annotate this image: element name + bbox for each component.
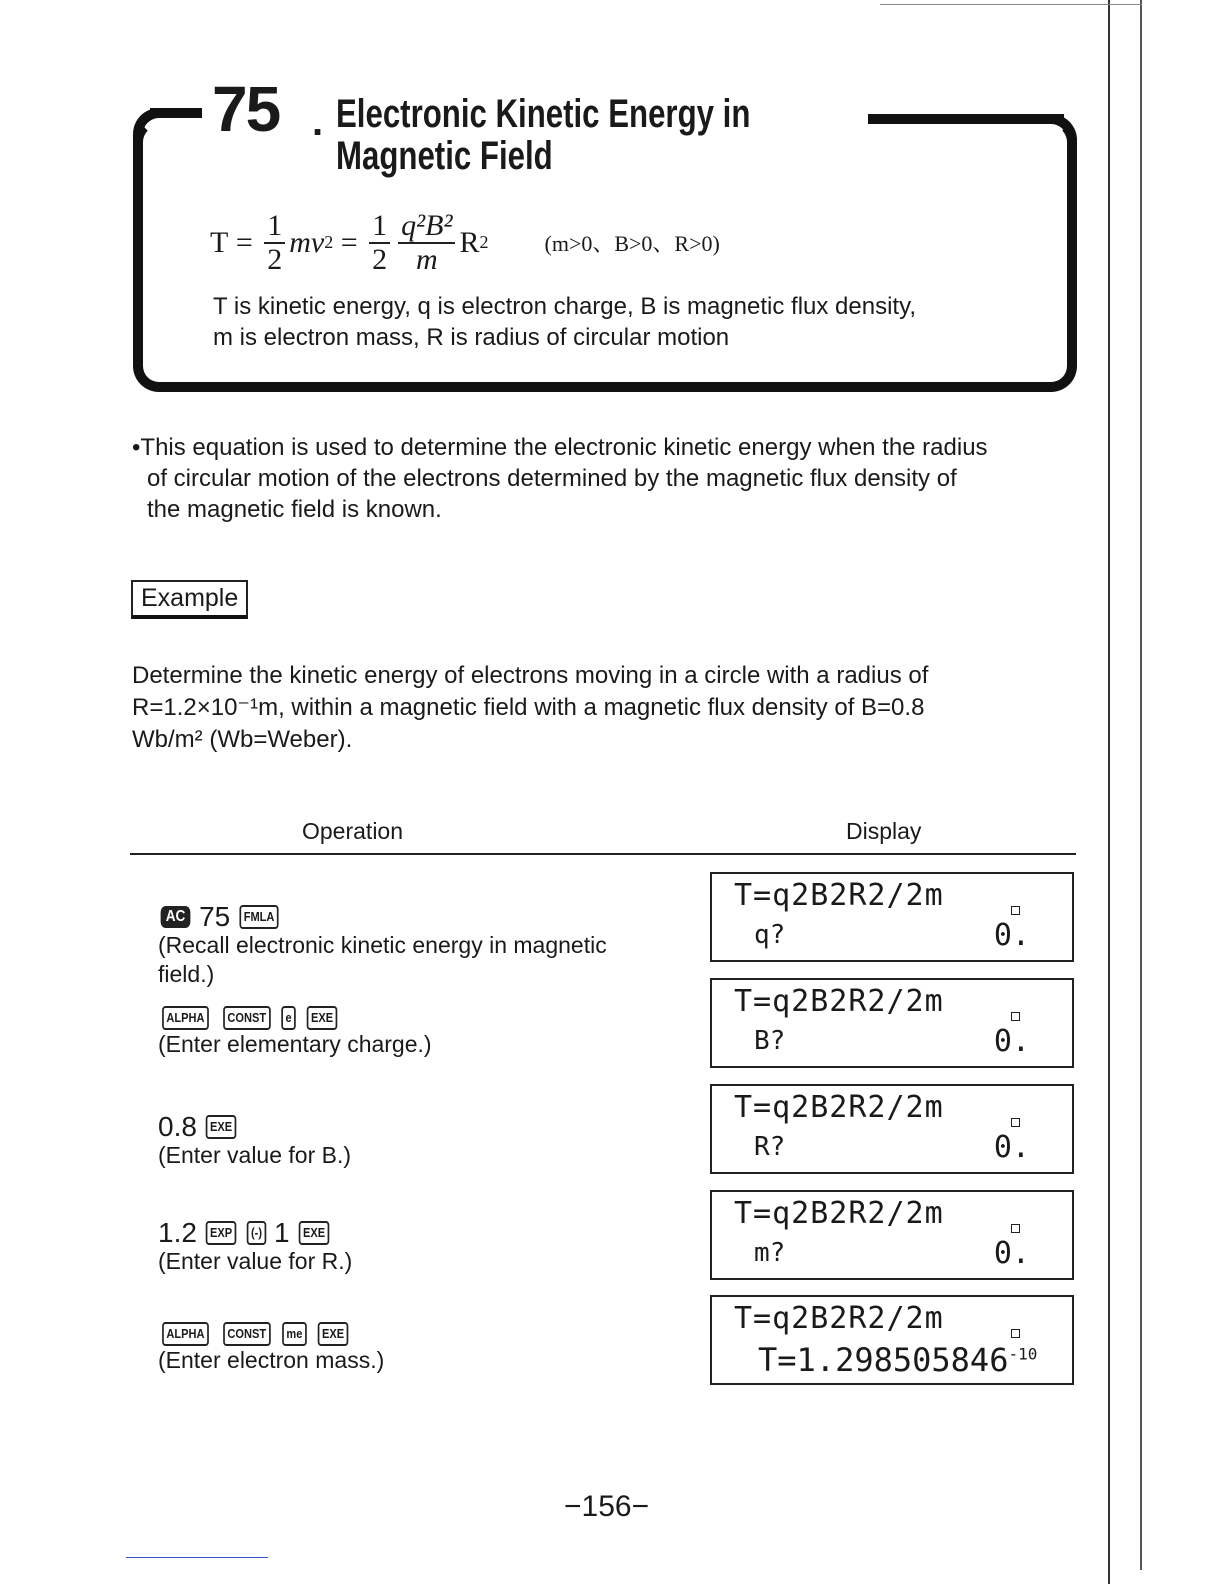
negative-key: (-) xyxy=(247,1221,267,1245)
operation-step-5 xyxy=(158,1322,678,1375)
exp-key: EXP xyxy=(206,1221,237,1245)
display-indicator-icon xyxy=(1011,1118,1020,1127)
calculator-display-5 xyxy=(710,1295,1074,1385)
formula-term-mv: mv xyxy=(289,225,325,259)
exe-key: EXE xyxy=(298,1221,329,1245)
intro-line2: of circular motion of the electrons determined by the magnetic flux density of xyxy=(147,465,957,492)
const-key: CONST xyxy=(223,1006,270,1030)
formula-conditions: (m>0、B>0、R>0) xyxy=(544,231,720,256)
problem-line3: Wb/m² (Wb=Weber). xyxy=(132,726,353,753)
formula-fraction-half: $\frac{1}{2}$ xyxy=(264,210,285,275)
calculator-display-1 xyxy=(710,872,1074,962)
formula-lhs: T xyxy=(210,225,229,259)
e-key: e xyxy=(282,1006,297,1030)
operation-step-4 xyxy=(158,1218,678,1276)
bottom-underline xyxy=(126,1557,268,1558)
step-note-cont: field.) xyxy=(158,961,215,987)
key-sequence xyxy=(158,1112,678,1141)
display-result-exponent: -10 xyxy=(1008,1344,1038,1364)
display-result xyxy=(758,1341,1037,1379)
step-note: (Enter elementary charge.) xyxy=(158,1031,432,1057)
display-formula: T=q2B2R2/2m xyxy=(734,878,944,913)
operation-heading: Operation xyxy=(302,818,404,844)
display-formula: T=q2B2R2/2m xyxy=(734,984,944,1019)
display-prompt: m? xyxy=(754,1238,786,1268)
operation-step-3 xyxy=(158,1112,678,1170)
top-edge-line xyxy=(880,4,1142,5)
formula-fraction-half-2: $\frac{1}{2}$ xyxy=(369,210,390,275)
section-number-dot: . xyxy=(312,100,324,144)
display-indicator-icon xyxy=(1011,1224,1020,1233)
formula: T = $\frac{1}{2}$ mv 2 = $\frac{1}{2}$ $\frac{\text{q²B²}}{m}$ R 2 (m>0、B>0、R>0) xyxy=(210,209,720,276)
step-note: (Enter value for R.) xyxy=(158,1248,353,1274)
section-title-line2: Magnetic Field xyxy=(336,134,553,178)
display-value: 0. xyxy=(993,1024,1030,1059)
definition-line2: m is electron mass, R is radius of circular motion xyxy=(213,324,730,351)
ac-key: AC xyxy=(161,906,191,928)
exe-key: EXE xyxy=(206,1115,237,1139)
title-frame-top-right xyxy=(868,114,1064,124)
step-note: (Enter electron mass.) xyxy=(158,1347,385,1373)
binding-edge-line xyxy=(1108,0,1110,1584)
display-value: 0. xyxy=(993,918,1030,953)
display-prompt: q? xyxy=(754,920,786,950)
display-formula: T=q2B2R2/2m xyxy=(734,1196,944,1231)
display-value: 0. xyxy=(993,1236,1030,1271)
key-sequence xyxy=(158,902,678,931)
display-result-value: 1.298505846 xyxy=(796,1341,1009,1379)
heading-rule xyxy=(130,853,1076,855)
display-result-label: T= xyxy=(758,1341,797,1379)
intro-line3: the magnetic field is known. xyxy=(147,496,442,523)
alpha-key: ALPHA xyxy=(162,1322,209,1346)
section-number: 75 xyxy=(212,73,280,145)
section-title-line1: Electronic Kinetic Energy in xyxy=(336,92,751,136)
intro-line1: •This equation is used to determine the electronic kinetic energy when the radius xyxy=(132,434,988,461)
step-note: (Recall electronic kinetic energy in magnetic xyxy=(158,932,607,958)
key-sequence xyxy=(158,1218,678,1247)
operation-step-1 xyxy=(158,902,678,989)
fmla-key: FMLA xyxy=(240,905,279,929)
problem-line1: Determine the kinetic energy of electrons moving in a circle with a radius of xyxy=(132,662,929,689)
page-number: −156− xyxy=(564,1490,650,1523)
display-value: 0. xyxy=(993,1130,1030,1165)
key-sequence xyxy=(158,1322,678,1346)
key-sequence xyxy=(158,1006,678,1030)
display-formula: T=q2B2R2/2m xyxy=(734,1090,944,1125)
problem-line2: R=1.2×10⁻¹m, within a magnetic field with a magnetic flux density of B=0.8 xyxy=(132,694,925,721)
digits: 75 xyxy=(199,901,231,932)
display-indicator-icon xyxy=(1011,1012,1020,1021)
exe-key: EXE xyxy=(306,1006,337,1030)
display-indicator-icon xyxy=(1011,906,1020,915)
digits: 1 xyxy=(273,1217,290,1248)
display-heading: Display xyxy=(846,818,922,844)
calculator-display-2 xyxy=(710,978,1074,1068)
display-formula: T=q2B2R2/2m xyxy=(734,1301,944,1336)
digits: 1.2 xyxy=(158,1217,197,1248)
digits: 0.8 xyxy=(158,1111,197,1142)
display-prompt: R? xyxy=(754,1132,786,1162)
me-key: me xyxy=(282,1322,306,1346)
const-key: CONST xyxy=(223,1322,270,1346)
title-frame-top-left xyxy=(150,108,202,118)
step-note: (Enter value for B.) xyxy=(158,1142,352,1168)
example-label: Example xyxy=(131,580,248,619)
exe-key: EXE xyxy=(318,1322,349,1346)
page-edge-line xyxy=(1140,0,1142,1570)
display-indicator-icon xyxy=(1011,1329,1020,1338)
calculator-display-3 xyxy=(710,1084,1074,1174)
formula-term-r: R xyxy=(459,225,480,259)
alpha-key: ALPHA xyxy=(162,1006,209,1030)
calculator-display-4 xyxy=(710,1190,1074,1280)
operation-step-2 xyxy=(158,1006,678,1059)
definition-line1: T is kinetic energy, q is electron charge, B is magnetic flux density, xyxy=(213,293,916,320)
formula-fraction-q2b2-over-m: $\frac{\text{q²B²}}{m}$ xyxy=(398,210,455,275)
display-prompt: B? xyxy=(754,1026,786,1056)
